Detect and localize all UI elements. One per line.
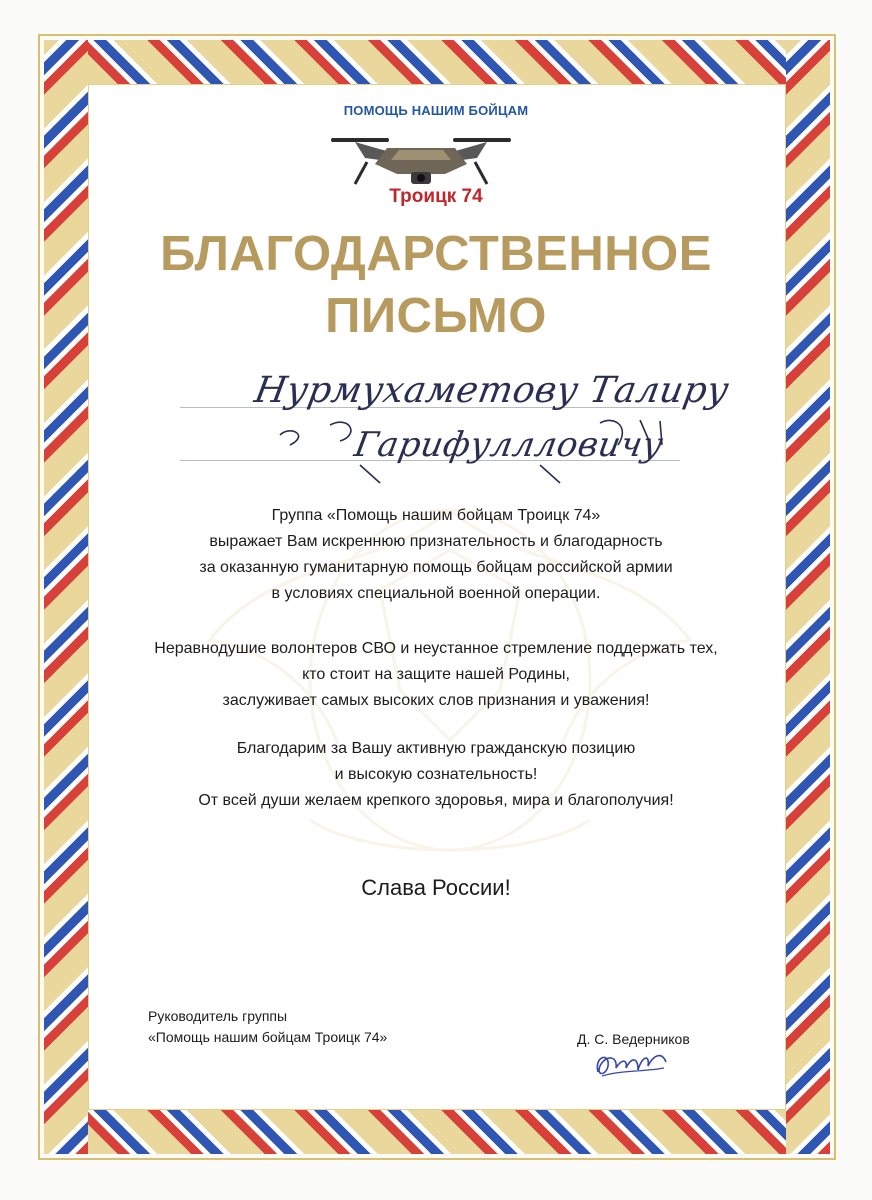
handwriting-flourish <box>270 405 710 485</box>
text-line: кто стоит на защите нашей Родины, <box>302 666 570 683</box>
text-line: выражает Вам искреннюю признательность и благодарность <box>209 533 663 550</box>
signer-name: Д. С. Ведерников <box>577 1031 690 1047</box>
paragraph-volunteers <box>0 636 872 714</box>
drone-icon <box>325 128 517 194</box>
position-line: Руководитель группы <box>148 1008 288 1024</box>
text-line: заслуживает самых высоких слов признания и уважения! <box>222 692 650 709</box>
logo-title: ПОМОЩЬ НАШИМ БОЙЦАМ <box>343 103 529 118</box>
text-line: и высокую сознательность! <box>334 766 538 783</box>
logo-city: Троицк 74 <box>389 186 483 207</box>
document-title: БЛАГОДАРСТВЕННОЕ <box>160 227 712 281</box>
text-line: в условиях специальной военной операции. <box>271 585 601 602</box>
text-line: за оказанную гуманитарную помощь бойцам российской армии <box>199 559 673 576</box>
signer-position <box>148 1006 387 1048</box>
recipient-name-line2: Гарифуллловичу <box>351 425 667 465</box>
text-line: От всей души желаем крепкого здоровья, мира и благополучия! <box>198 792 674 809</box>
border-bottom-tricolor <box>44 1110 830 1154</box>
paragraph-gratitude <box>0 503 872 607</box>
position-line: «Помощь нашим бойцам Троицк 74» <box>148 1029 388 1045</box>
border-top-tricolor <box>44 40 830 84</box>
document-title-line2: ПИСЬМО <box>325 289 547 343</box>
paragraph-wishes <box>0 736 872 814</box>
text-line: Благодарим за Вашу активную гражданскую позицию <box>236 740 636 757</box>
recipient-name-line1: Нурмухаметову Талиру <box>251 370 733 411</box>
text-line: Группа «Помощь нашим бойцам Троицк 74» <box>271 507 601 524</box>
text-line: Неравнодушие волонтеров СВО и неустанное стремление поддержать тех, <box>154 640 718 657</box>
closing-slogan: Слава России! <box>361 875 511 900</box>
signature-image <box>592 1046 672 1080</box>
